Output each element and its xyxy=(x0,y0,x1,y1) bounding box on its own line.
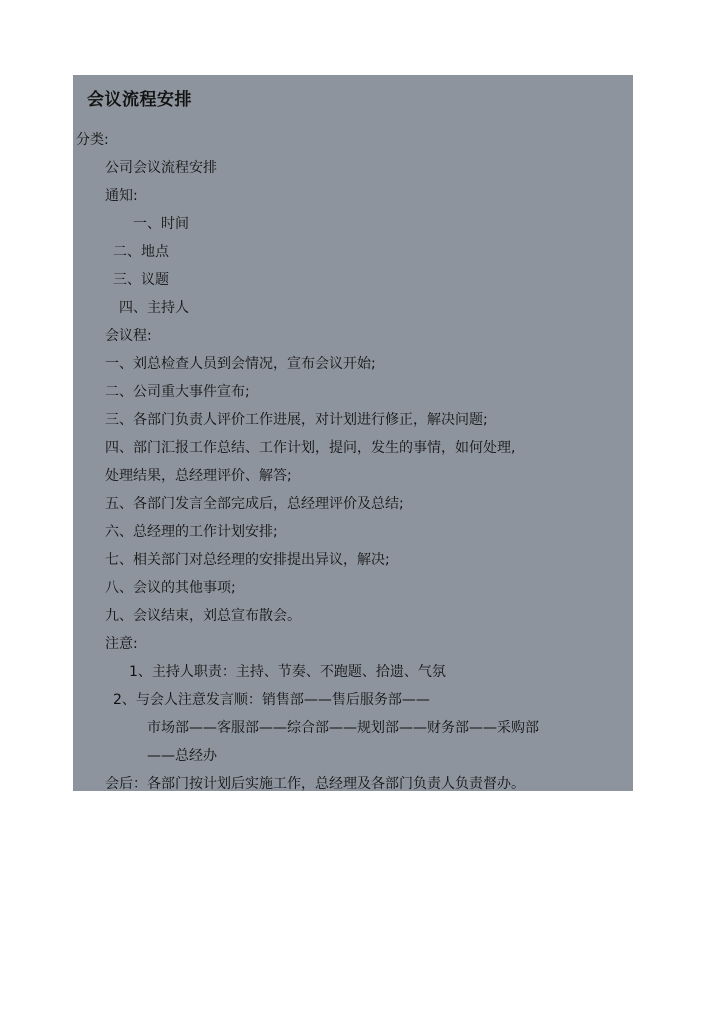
document-panel xyxy=(73,75,633,791)
agenda-label: 会议程: xyxy=(105,328,152,344)
note-item-continuation: 市场部——客服部——综合部——规划部——财务部——采购部 xyxy=(147,720,539,736)
document-title: 会议流程安排 xyxy=(87,90,192,110)
notes-label: 注意: xyxy=(105,636,138,652)
notice-item-host: 四、主持人 xyxy=(119,300,189,316)
note-item-continuation: ——总经办 xyxy=(147,748,217,764)
notice-label: 通知: xyxy=(105,188,138,204)
agenda-item: 六、总经理的工作计划安排; xyxy=(105,524,278,540)
notice-item-topic: 三、议题 xyxy=(113,272,169,288)
agenda-item: 七、相关部门对总经理的安排提出异议，解决; xyxy=(105,552,390,568)
agenda-item: 五、各部门发言全部完成后，总经理评价及总结; xyxy=(105,496,404,512)
agenda-item: 三、各部门负责人评价工作进展，对计划进行修正，解决问题; xyxy=(105,412,488,428)
note-item: 2、与会人注意发言顺：销售部——售后服务部—— xyxy=(113,692,430,708)
agenda-item: 二、公司重大事件宣布; xyxy=(105,384,250,400)
agenda-item: 四、部门汇报工作总结、工作计划，提问，发生的事情，如何处理, xyxy=(105,440,516,456)
category-label: 分类: xyxy=(76,132,109,148)
note-item: 1、主持人职责：主持、节奏、不跑题、拾遗、气氛 xyxy=(129,664,446,680)
agenda-item: 一、刘总检查人员到会情况，宣布会议开始; xyxy=(105,356,376,372)
after-meeting-note: 会后：各部门按计划后实施工作，总经理及各部门负责人负责督办。 xyxy=(105,776,525,792)
notice-item-place: 二、地点 xyxy=(113,244,169,260)
category-value: 公司会议流程安排 xyxy=(105,160,217,176)
agenda-item: 九、会议结束，刘总宣布散会。 xyxy=(105,608,301,624)
notice-item-time: 一、时间 xyxy=(133,216,189,232)
agenda-item-continuation: 处理结果，总经理评价、解答; xyxy=(105,468,292,484)
agenda-item: 八、会议的其他事项; xyxy=(105,580,236,596)
